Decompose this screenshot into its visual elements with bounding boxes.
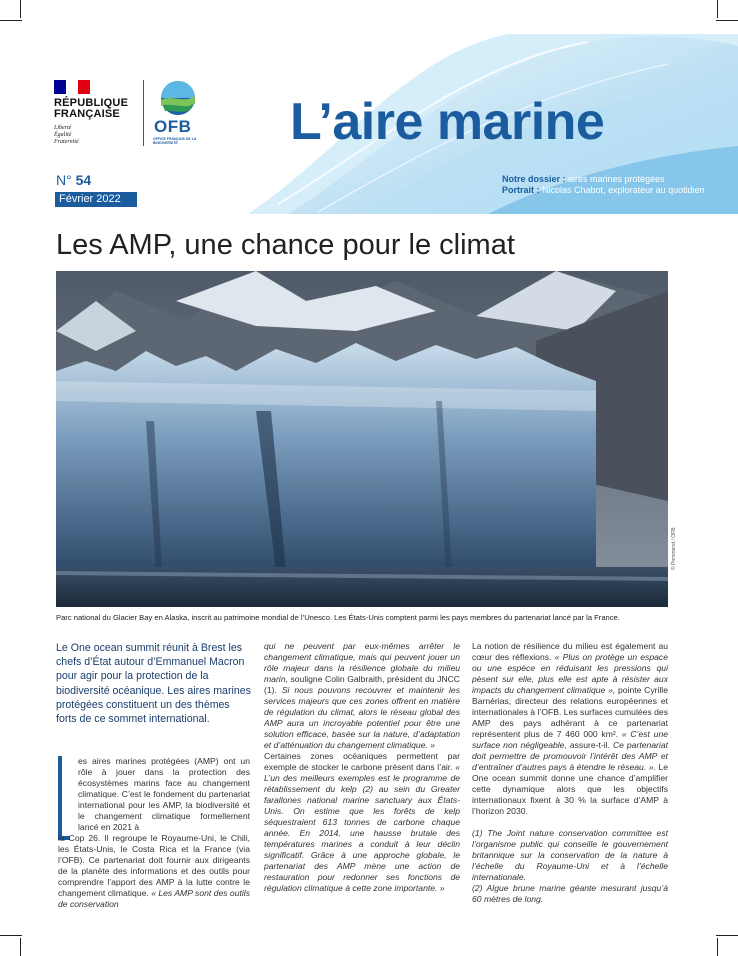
photo-credit: © Pommeret / OFB [671, 527, 677, 570]
footnote-2: (2) Algue brune marine géante mesurant jusqu’à 60 mètres de long. [472, 883, 668, 904]
crop-mark [0, 935, 22, 936]
teaser-portrait[interactable] [502, 185, 732, 196]
issue-date: Février 2022 [55, 192, 137, 207]
col3-text-4: Le One ocean summit donne une chance d’amplifier cette dynamique alors que les objectifs internationaux fixent à 30 % la surface d’AMP à l’horizon 2030. [472, 762, 668, 816]
crop-mark [717, 938, 718, 956]
col3-quote-2: « C’est une surface non négligeable, [472, 729, 668, 750]
crop-mark [20, 938, 21, 956]
teaser-portrait-label: Portrait : [502, 185, 540, 195]
teaser-dossier-label: Notre dossier : [502, 174, 566, 184]
article-lead: Le One ocean summit réunit à Brest les chefs d’État autour d’Emmanuel Macron pour agir pour la protection de la biodiversité océanique. Les aires marines protégées constituent un des thèmes forts de ce sommet international. [56, 642, 251, 726]
cover-teasers [502, 174, 732, 196]
col3-paragraph-1 [472, 641, 668, 817]
article-column-1 [58, 756, 250, 910]
col1-text-full: la Cop 26. Il regroupe le Royaume-Uni, le Chili, les États-Unis, le Costa Rica et la France (via l’OFB). Ce partenariat doit fournir aux dirigeants de la planète des informations et des outils pour comprendre l’apport des AMP à la lutte contre le changement climatique. [58, 833, 250, 898]
article-column-3 [472, 641, 668, 905]
col3-text-3: assure-t-il. [569, 740, 610, 750]
col2-paragraph-1 [264, 641, 460, 751]
col2-paragraph-2 [264, 751, 460, 894]
col3-text-2: pointe Cyrille Barnérias, directeur des relations européennes et internationales à l’OFB. Les surfaces cumulées des AMP des pays adhérant à ce partenariat représentent plus de 7 460 000 km². [472, 685, 668, 739]
issue-label: N° [56, 172, 72, 188]
logo-divider [143, 80, 144, 146]
col3-text-1: La notion de résilience du milieu est également au cœur des réflexions. [472, 641, 668, 662]
col1-paragraph: es aires marines protégées (AMP) ont un rôle à jouer dans la protection des écosystèmes marins face au changement climatique. C’est le fondement du partenariat international pour les AMP, la biodiversité et le changement climatique formellement lancé en 2021 à [78, 756, 250, 832]
dropcap-letter [58, 756, 70, 840]
crop-mark [717, 0, 718, 18]
ofb-wordmark: OFB [154, 117, 192, 136]
motto-egalite: Égalité [54, 132, 72, 138]
motto-fraternite: Fraternité [54, 139, 79, 145]
issue-number-value: 54 [75, 172, 92, 188]
article-column-2 [264, 641, 460, 894]
article-headline: Les AMP, une chance pour le climat [56, 229, 515, 261]
motto-liberte: Liberté [54, 125, 72, 131]
col3-quote-1: « Plus on protège un espace ou une espèce en réduisant les pressions qui pèsent sur elle, plus elle est apte à résister aux impacts du changement climatique », [472, 652, 668, 695]
issue-number [56, 172, 91, 188]
teaser-portrait-text: Nicolas Chabot, explorateur au quotidien [542, 185, 705, 195]
col1-paragraph-full [58, 833, 250, 910]
crop-mark [20, 0, 21, 18]
ofb-subtitle: OFFICE FRANÇAIS DE LA BIODIVERSITÉ [153, 137, 197, 145]
republique-motto [54, 125, 146, 146]
col2-quote-2: Si nous pouvons recouvrer et maintenir les services majeurs que ces zones offrent en matière de régulation du climat, alors le réseau global des AMP aura un incroyable potentiel pour être une solution efficace, basée sur la nature, d’adaptation et d’atténuation du changement climatique. » [264, 685, 460, 750]
col2-text-1: souligne Colin Galbraith, président du JNCC (1). [264, 674, 460, 695]
footnote-1: (1) The Joint nature conservation committee est l’organisme public qui conseille le gouvernement britannique sur la conservation de la nature à l’échelle du Royaume-Uni et à l’échelle internationale. [472, 828, 668, 882]
col3-quote-3: Ce partenariat doit permettre de promouvoir l’intérêt des AMP et d’entraîner d’autres pays à étendre le réseau. ». [472, 740, 668, 772]
col2-quote-1: qui ne peuvent par eux-mêmes arrêter le changement climatique, mais qui peuvent jouer un rôle majeur dans la résilience globale du milieu marin, [264, 641, 460, 684]
col1-quote: « Les AMP sont des outils de conservation [58, 888, 250, 909]
republique-francaise-logo [54, 80, 146, 146]
photo-caption: Parc national du Glacier Bay en Alaska, inscrit au patrimoine mondial de l’Unesco. Les États-Unis comptent parmi les pays membres du partenariat lancé par la France. [56, 613, 620, 622]
crop-mark [0, 20, 22, 21]
crop-mark [716, 935, 738, 936]
republique-label: RÉPUBLIQUE FRANÇAISE [54, 97, 129, 120]
col2-text-2: Certaines zones océaniques permettent par exemple de stocker le carbone présent dans l’air. [264, 751, 460, 772]
col2-quote-3: « L’un des meilleurs exemples est le programme de rétablissement du kelp (2) au sein du Greater farallones national marine sanctuary aux États-Unis. On estime que les forêts de kelp séquestraient 613 tonnes de carbone chaque année. En 2014, une hausse brutale des températures marines a conduit à leur déclin significatif. Grâce à une approche globale, le partenariat des AMP mène une action de restauration pour redonner ses fonctions de régulation climatique à cette zone importante. » [264, 762, 461, 893]
marianne-flag-icon [54, 80, 90, 94]
glacier-photo [56, 271, 668, 607]
magazine-title: L’aire marine [290, 93, 605, 151]
teaser-dossier-text: aires marines protégées [568, 174, 665, 184]
teaser-dossier[interactable] [502, 174, 732, 185]
crop-mark [716, 20, 738, 21]
